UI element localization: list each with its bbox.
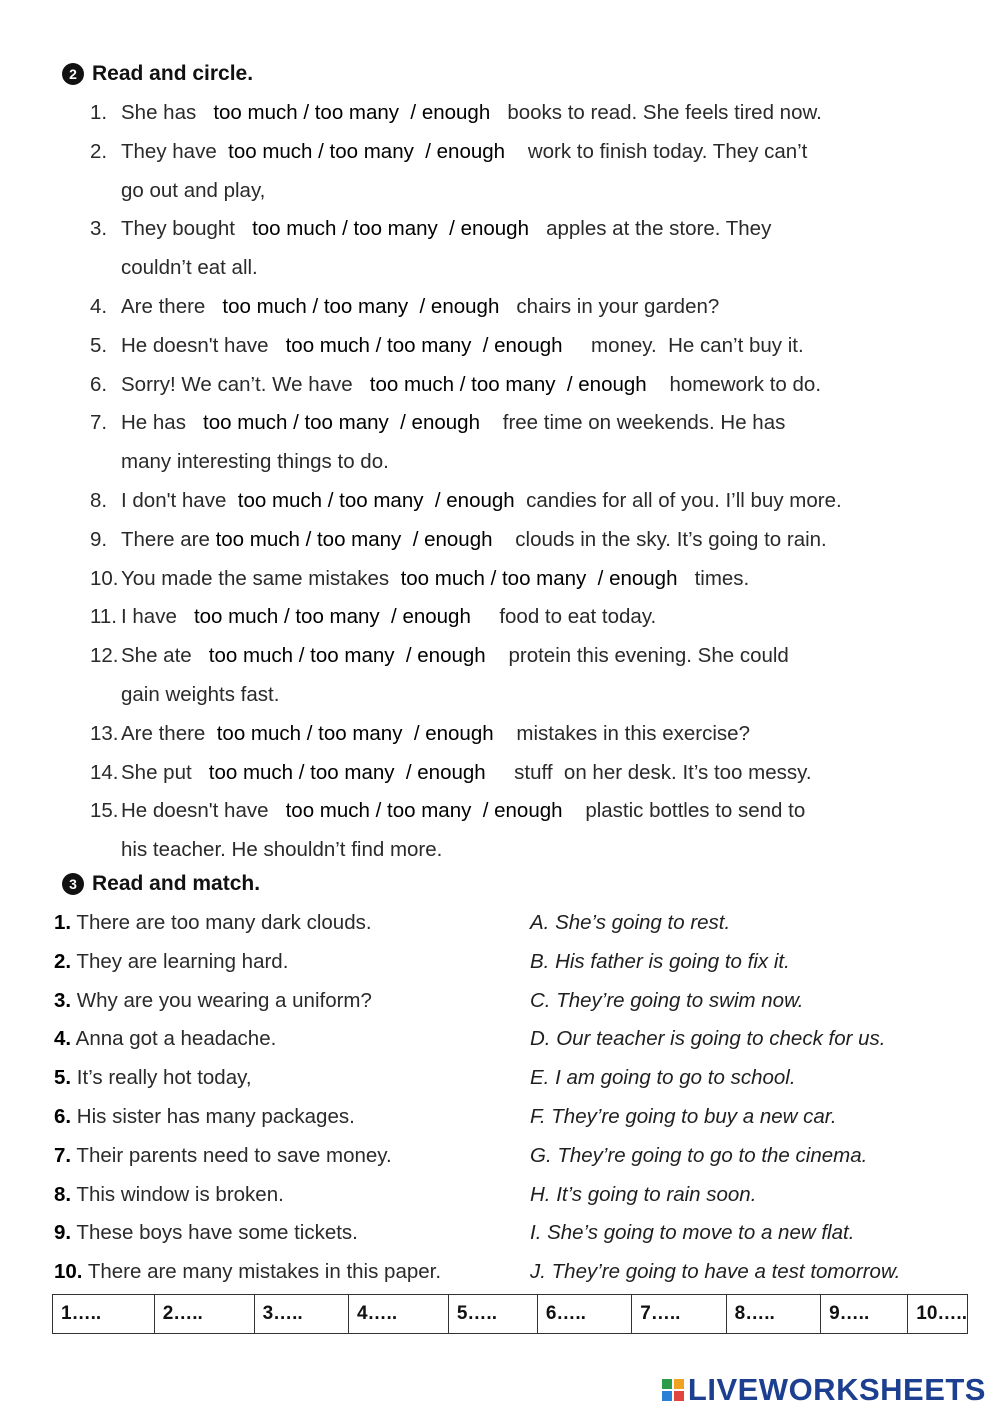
question-ending: work to finish today. They can’t [505, 139, 808, 163]
answer-options[interactable]: too much / too many / enough [400, 566, 678, 590]
logo-square [662, 1379, 672, 1389]
question-number: 10. [90, 566, 119, 590]
answer-options[interactable]: too much / too many / enough [213, 101, 491, 124]
match-response: F. They’re going to buy a new car. [530, 1105, 837, 1128]
question-ending: apples at the store. They [528, 217, 772, 241]
answer-options[interactable]: too much / too many / enough [208, 644, 486, 668]
question-ending: free time on weekends. He has [479, 411, 786, 435]
answer-cell[interactable]: 2….. [154, 1295, 254, 1334]
match-prompt [54, 989, 372, 1013]
question-text [121, 334, 804, 358]
question-stem: She has [121, 101, 214, 124]
question-text [121, 489, 842, 513]
match-response: H. It’s going to rain soon. [530, 1182, 757, 1206]
question-text [121, 217, 771, 241]
answer-cell[interactable]: 6….. [537, 1295, 631, 1334]
question-stem: go out and play, [121, 178, 266, 202]
match-prompt-number: 6. [54, 1105, 72, 1128]
question-number: 14. [90, 760, 119, 784]
match-prompt [54, 1105, 355, 1129]
answer-cell[interactable]: 4….. [348, 1295, 448, 1334]
liveworksheets-logo [662, 1372, 986, 1408]
question-text [121, 373, 821, 397]
question-stem: He doesn't have [121, 799, 286, 823]
question-text [121, 179, 265, 203]
match-prompt-text: Anna got a headache. [71, 1027, 277, 1051]
question-stem: They bought [121, 217, 253, 241]
question-stem: She put [121, 760, 209, 784]
question-number: 8. [90, 489, 108, 512]
answer-table [52, 1294, 968, 1334]
answer-row [53, 1295, 968, 1334]
match-prompt-number: 1. [54, 911, 72, 934]
question-number: 13. [90, 721, 119, 745]
question-ending: stuff on her desk. It’s too messy. [485, 760, 812, 784]
question-number: 11. [90, 605, 117, 629]
match-prompt [54, 1260, 441, 1284]
question-stem: Are there [121, 295, 223, 318]
question-number: 3. [90, 217, 108, 241]
match-prompt-text: There are many mistakes in this paper. [82, 1260, 442, 1284]
question-ending: clouds in the sky. It’s going to rain. [492, 527, 827, 551]
question-ending: mistakes in this exercise? [493, 721, 750, 745]
answer-cell[interactable]: 10….. [908, 1295, 968, 1334]
match-prompt-text: These boys have some tickets. [71, 1221, 358, 1245]
question-number: 7. [90, 411, 108, 435]
question-text [121, 140, 807, 164]
answer-options[interactable]: too much / too many / enough [208, 760, 486, 784]
answer-options[interactable]: too much / too many / enough [203, 411, 480, 435]
match-prompt [54, 1144, 392, 1168]
question-stem: He doesn't have [121, 333, 286, 357]
question-stem: You made the same mistakes [121, 566, 401, 590]
answer-options[interactable]: too much / too many / enough [369, 372, 647, 396]
match-response: E. I am going to go to school. [530, 1066, 796, 1090]
question-ending: food to eat today. [470, 605, 657, 629]
match-response: J. They’re going to have a test tomorrow. [530, 1260, 901, 1284]
question-stem: gain weights fast. [121, 683, 280, 706]
answer-options[interactable]: too much / too many / enough [237, 489, 515, 512]
answer-options[interactable]: too much / too many / enough [228, 139, 506, 163]
question-text [121, 295, 719, 319]
match-prompt [54, 1027, 276, 1051]
question-stem: They have [121, 139, 229, 163]
answer-options[interactable]: too much / too many / enough [285, 333, 563, 357]
answer-cell[interactable]: 9….. [821, 1295, 908, 1334]
match-prompt [54, 1066, 252, 1090]
match-prompt-number: 10. [54, 1260, 83, 1284]
logo-square [674, 1379, 684, 1389]
answer-options[interactable]: too much / too many / enough [216, 721, 494, 745]
answer-options[interactable]: too much / too many / enough [193, 605, 471, 629]
section-3-heading [62, 872, 260, 896]
question-stem: He has [121, 411, 204, 435]
question-text [121, 683, 279, 707]
match-response: B. His father is going to fix it. [530, 949, 790, 973]
question-text [121, 799, 805, 823]
question-text [121, 101, 822, 125]
question-ending: protein this evening. She could [485, 644, 789, 668]
liveworksheets-logo-icon [662, 1379, 684, 1401]
match-prompt-text: There are too many dark clouds. [71, 911, 372, 934]
question-number: 12. [90, 644, 119, 668]
answer-options[interactable]: too much / too many / enough [252, 217, 529, 241]
question-number: 2. [90, 139, 108, 163]
liveworksheets-logo-text: LIVEWORKSHEETS [687, 1372, 986, 1407]
section-3-number: 3 [62, 873, 84, 895]
question-number: 1. [90, 101, 108, 124]
logo-square [662, 1391, 672, 1401]
question-text [121, 644, 789, 668]
question-ending: money. He can’t buy it. [562, 333, 804, 357]
section-2-number: 2 [62, 63, 84, 85]
question-stem: couldn’t eat all. [121, 256, 258, 280]
match-prompt [54, 1183, 284, 1207]
answer-cell[interactable]: 8….. [726, 1295, 820, 1334]
match-prompt-number: 9. [54, 1221, 72, 1245]
answer-options[interactable]: too much / too many / enough [215, 527, 493, 551]
match-prompt-number: 7. [54, 1143, 72, 1167]
question-stem: I don't have [121, 489, 238, 512]
question-stem: many interesting things to do. [121, 450, 389, 474]
section-3-title: Read and match. [92, 872, 261, 895]
match-prompt-number: 3. [54, 988, 72, 1012]
logo-square [674, 1391, 684, 1401]
match-prompt-text: His sister has many packages. [71, 1105, 355, 1128]
answer-options[interactable]: too much / too many / enough [285, 799, 563, 823]
match-prompt-text: Their parents need to save money. [71, 1143, 392, 1167]
question-stem: She ate [121, 644, 209, 668]
match-prompt-number: 2. [54, 949, 72, 973]
answer-cell[interactable]: 1….. [53, 1295, 155, 1334]
question-stem: his teacher. He shouldn’t find more. [121, 838, 443, 862]
question-ending: books to read. She feels tired now. [490, 101, 822, 124]
question-stem: Are there [121, 721, 217, 745]
question-number: 4. [90, 295, 108, 318]
question-text [121, 605, 656, 629]
match-response: G. They’re going to go to the cinema. [530, 1143, 868, 1167]
question-ending: candies for all of you. I’ll buy more. [514, 489, 842, 512]
question-number: 5. [90, 333, 108, 357]
question-number: 9. [90, 527, 108, 551]
match-prompt-number: 8. [54, 1182, 72, 1206]
question-text [121, 761, 812, 785]
question-stem: Sorry! We can’t. We have [121, 372, 370, 396]
match-prompt-text: Why are you wearing a uniform? [71, 988, 372, 1012]
match-prompt-text: They are learning hard. [71, 949, 289, 973]
section-2-title: Read and circle. [92, 62, 254, 85]
question-ending: homework to do. [646, 372, 822, 396]
match-prompt [54, 1221, 358, 1245]
section-2-heading [62, 62, 253, 86]
match-prompt-text: This window is broken. [71, 1182, 284, 1206]
question-text [121, 256, 258, 280]
question-text [121, 528, 827, 552]
match-response: C. They’re going to swim now. [530, 988, 804, 1012]
match-prompt-number: 4. [54, 1027, 72, 1051]
question-text [121, 411, 785, 435]
question-number: 15. [90, 799, 119, 823]
match-prompt [54, 911, 372, 935]
match-prompt-number: 5. [54, 1066, 72, 1090]
match-prompt-text: It’s really hot today, [71, 1066, 252, 1090]
question-text [121, 450, 389, 474]
match-response: I. She’s going to move to a new flat. [530, 1221, 855, 1245]
question-stem: There are [121, 527, 216, 551]
question-ending: plastic bottles to send to [562, 799, 806, 823]
question-text [121, 567, 749, 591]
question-number: 6. [90, 372, 108, 396]
match-response: A. She’s going to rest. [530, 911, 731, 934]
question-ending: chairs in your garden? [499, 295, 720, 318]
match-response: D. Our teacher is going to check for us. [530, 1027, 886, 1051]
match-prompt [54, 950, 288, 974]
question-text [121, 838, 442, 862]
answer-options[interactable]: too much / too many / enough [222, 295, 500, 318]
answer-cell[interactable]: 7….. [632, 1295, 726, 1334]
answer-cell[interactable]: 5….. [448, 1295, 537, 1334]
question-stem: I have [121, 605, 194, 629]
question-ending: times. [677, 566, 750, 590]
question-text [121, 722, 750, 746]
answer-cell[interactable]: 3….. [254, 1295, 348, 1334]
